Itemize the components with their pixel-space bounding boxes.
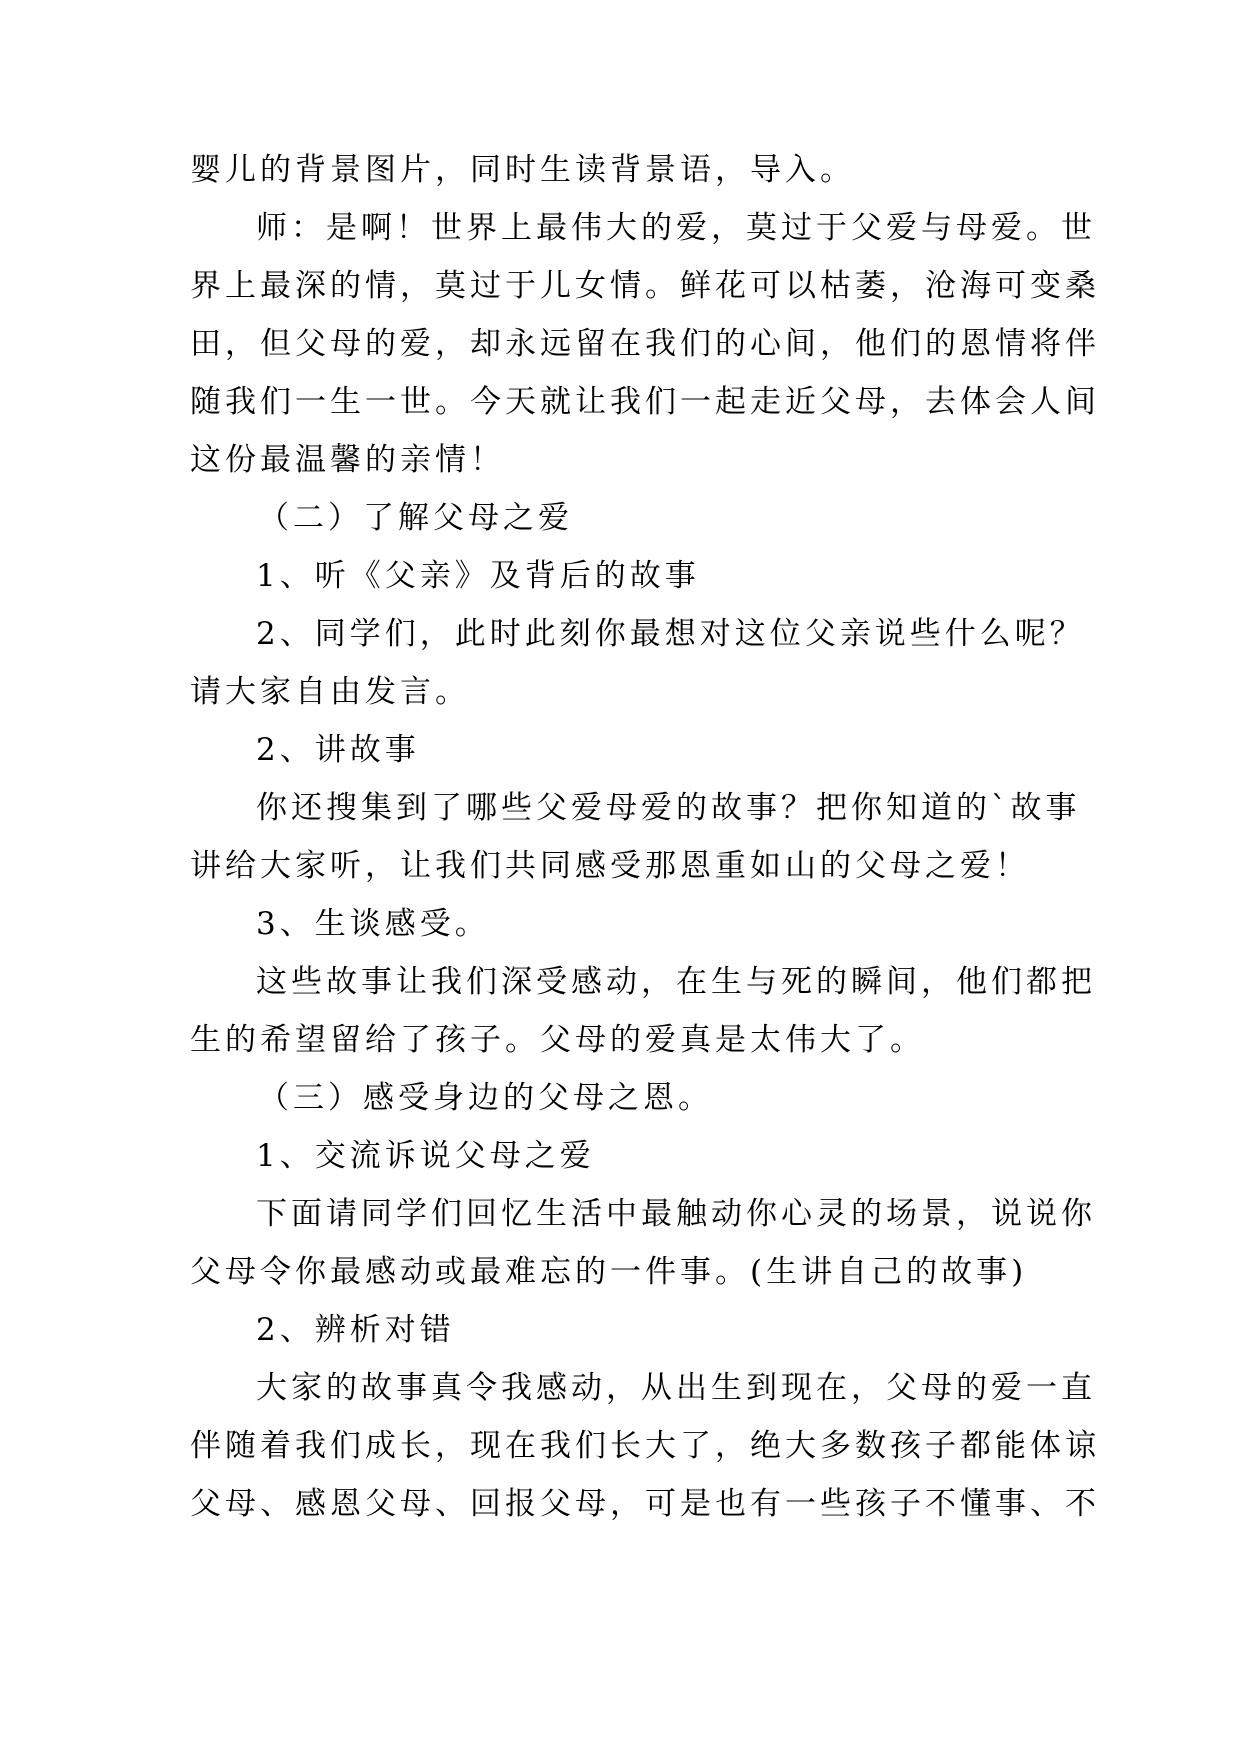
list-item: 1、听《父亲》及背后的故事 — [256, 558, 700, 594]
text-line: 随我们一生一世。今天就让我们一起走近父母，去体会人间 — [190, 384, 1100, 420]
text-line: 这份最温馨的亲情！ — [190, 442, 505, 478]
text-line: 讲给大家听，让我们共同感受那恩重如山的父母之爱！ — [190, 848, 1030, 884]
text-line: 田，但父母的爱，却永远留在我们的心间，他们的恩情将伴 — [190, 326, 1100, 362]
list-item: 2、讲故事 — [256, 732, 420, 768]
text-line: 请大家自由发言。 — [190, 674, 470, 710]
paragraph-first-line: 你还搜集到了哪些父爱母爱的故事？把你知道的`故事 — [256, 790, 1081, 826]
section-heading: （二）了解父母之爱 — [258, 500, 573, 536]
text-line: 父母令你最感动或最难忘的一件事。(生讲自己的故事) — [190, 1254, 1028, 1290]
list-item: 3、生谈感受。 — [256, 906, 490, 942]
paragraph-first-line: 下面请同学们回忆生活中最触动你心灵的场景，说说你 — [256, 1196, 1096, 1232]
list-item: 1、交流诉说父母之爱 — [256, 1138, 595, 1174]
paragraph-first-line: 师：是啊！世界上最伟大的爱，莫过于父爱与母爱。世 — [256, 210, 1096, 246]
text-line: 伴随着我们成长，现在我们长大了，绝大多数孩子都能体谅 — [190, 1428, 1100, 1464]
list-item: 2、辨析对错 — [256, 1312, 455, 1348]
list-item: 2、同学们，此时此刻你最想对这位父亲说些什么呢？ — [256, 616, 1085, 652]
text-line: 生的希望留给了孩子。父母的爱真是太伟大了。 — [190, 1022, 925, 1058]
text-line: 界上最深的情，莫过于儿女情。鲜花可以枯萎，沧海可变桑 — [190, 268, 1100, 304]
text-line: 父母、感恩父母、回报父母，可是也有一些孩子不懂事、不 — [190, 1486, 1100, 1522]
section-heading: （三）感受身边的父母之恩。 — [258, 1080, 713, 1116]
text-line: 婴儿的背景图片，同时生读背景语，导入。 — [190, 152, 855, 188]
paragraph-first-line: 大家的故事真令我感动，从出生到现在，父母的爱一直 — [256, 1370, 1096, 1406]
paragraph-first-line: 这些故事让我们深受感动，在生与死的瞬间，他们都把 — [256, 964, 1096, 1000]
